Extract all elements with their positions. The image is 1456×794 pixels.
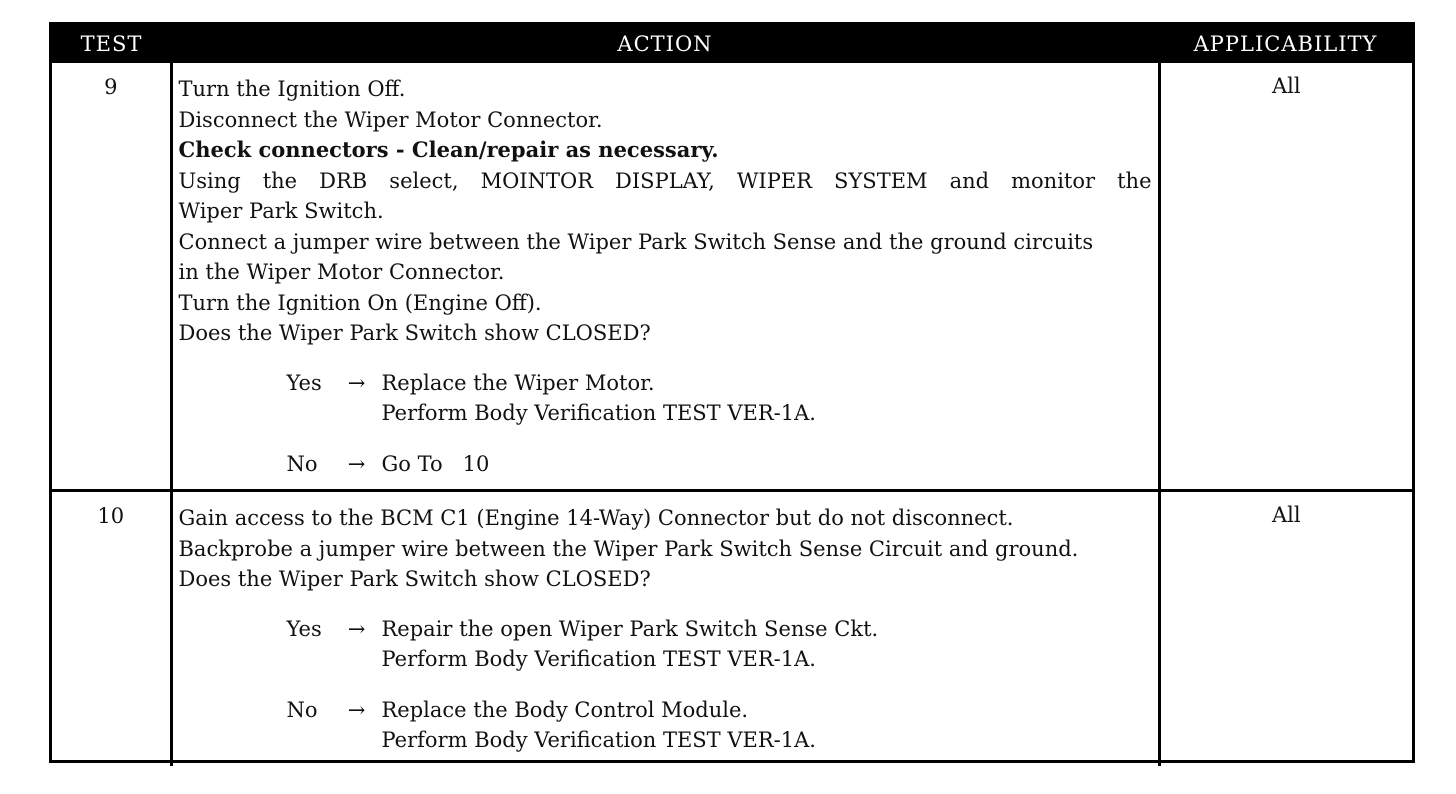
test-number-cell: 9 xyxy=(52,63,171,491)
yes-result xyxy=(382,368,816,429)
step-text-emphasis: Check connectors - Clean/repair as necessary. xyxy=(178,137,719,162)
step-text: Gain access to the BCM C1 (Engine 14-Way) Connector but do not disconnect. xyxy=(178,506,1014,530)
diagnostic-test-table xyxy=(52,25,1412,766)
arrow-right-icon: → xyxy=(347,370,366,395)
arrow-right-icon: → xyxy=(347,616,366,641)
result-line: Perform Body Verification TEST VER-1A. xyxy=(381,728,816,752)
table-row-test-10 xyxy=(52,491,1412,766)
no-label: No xyxy=(286,451,318,476)
applicability-cell: All xyxy=(1159,491,1412,766)
yes-outcome xyxy=(287,614,1152,675)
step-question: Does the Wiper Park Switch show CLOSED? xyxy=(178,567,651,591)
yes-label: Yes xyxy=(286,370,322,395)
no-outcome xyxy=(287,695,1152,756)
table-row-test-9 xyxy=(52,63,1412,491)
step-question: Does the Wiper Park Switch show CLOSED? xyxy=(178,321,651,345)
no-result xyxy=(382,695,816,756)
yes-result xyxy=(382,614,879,675)
action-cell xyxy=(171,63,1159,491)
header-action: ACTION xyxy=(171,25,1159,63)
step-text: Wiper Park Switch. xyxy=(178,199,384,223)
step-text: Using the DRB select, MOINTOR DISPLAY, WIPER SYSTEM and monitor the xyxy=(178,168,1152,193)
yes-label: Yes xyxy=(286,616,322,641)
step-text: Turn the Ignition Off. xyxy=(178,77,406,101)
result-line: Perform Body Verification TEST VER-1A. xyxy=(381,401,816,425)
result-line: Perform Body Verification TEST VER-1A. xyxy=(381,647,816,671)
action-cell xyxy=(171,491,1159,766)
header-row xyxy=(52,25,1412,63)
result-line: Repair the open Wiper Park Switch Sense Ckt. xyxy=(381,616,879,641)
result-line: Replace the Wiper Motor. xyxy=(381,370,655,395)
step-text: Turn the Ignition On (Engine Off). xyxy=(178,290,542,315)
table-body xyxy=(52,63,1412,766)
arrow-right-icon: → xyxy=(347,697,366,722)
result-line: Go To 10 xyxy=(381,451,490,476)
no-outcome xyxy=(287,449,1152,480)
test-number-cell: 10 xyxy=(52,491,171,766)
yes-outcome xyxy=(287,368,1152,429)
no-result xyxy=(382,449,490,480)
step-text: Connect a jumper wire between the Wiper Park Switch Sense and the ground circuits xyxy=(178,229,1094,254)
step-text: Backprobe a jumper wire between the Wiper Park Switch Sense Circuit and ground. xyxy=(178,536,1079,561)
no-label: No xyxy=(286,697,318,722)
table-header xyxy=(52,25,1412,63)
step-text: Disconnect the Wiper Motor Connector. xyxy=(178,107,603,132)
step-text: in the Wiper Motor Connector. xyxy=(178,260,505,284)
header-applicability: APPLICABILITY xyxy=(1159,25,1412,63)
result-line: Replace the Body Control Module. xyxy=(381,697,749,722)
applicability-cell: All xyxy=(1159,63,1412,491)
diagnostic-table-sheet xyxy=(49,22,1415,763)
arrow-right-icon: → xyxy=(347,451,366,476)
header-test: TEST xyxy=(52,25,171,63)
